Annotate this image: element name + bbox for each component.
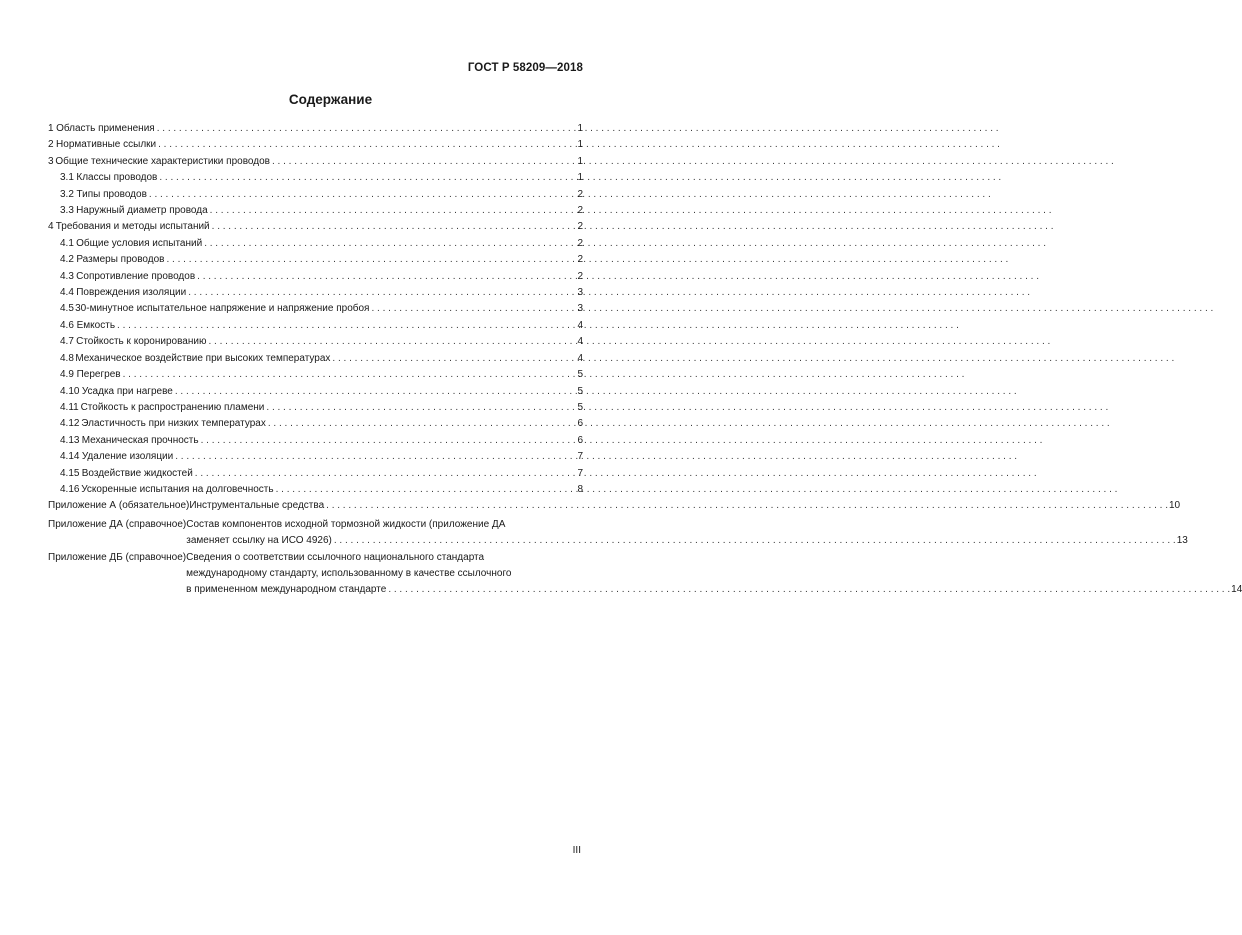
toc-entry-label: Механическое воздействие при высоких температурах xyxy=(75,352,331,364)
toc-entry-label: Нормативные ссылки xyxy=(56,139,157,151)
dot-leader xyxy=(268,416,577,432)
toc-entry[interactable] xyxy=(48,400,583,416)
toc-entry-label: Наружный диаметр провода xyxy=(76,205,208,217)
dot-leader xyxy=(208,334,576,350)
toc-entry-number: 3.1 xyxy=(60,172,74,184)
toc-entry[interactable] xyxy=(48,219,583,235)
appendix-db-title-line-3: в примененном международном стандарте xyxy=(186,584,387,596)
toc-entry-label: Механическая прочность xyxy=(81,434,199,446)
appendix-db-page: 14 xyxy=(1231,584,1242,596)
toc-entry-number: 4.14 xyxy=(60,451,80,463)
dot-leader xyxy=(201,433,577,449)
toc-entry-number: 4.12 xyxy=(60,418,80,430)
toc-entry-label: Емкость xyxy=(76,319,116,331)
toc-entry-label: Воздействие жидкостей xyxy=(81,467,193,479)
toc-entry-page: 8 xyxy=(577,483,583,495)
toc-entry-page: 3 xyxy=(577,287,583,299)
toc-entry-number: 4.11 xyxy=(60,401,79,413)
toc-entry-label: Требования и методы испытаний xyxy=(55,221,210,233)
toc-entry-number: 1 xyxy=(48,123,54,134)
dot-leader xyxy=(388,582,1230,598)
toc-entry-label: Повреждения изоляции xyxy=(76,287,187,299)
dot-leader xyxy=(332,351,576,367)
page-title: Содержание xyxy=(288,92,373,107)
toc-entry-number: 4.10 xyxy=(60,385,80,397)
toc-entry[interactable] xyxy=(48,482,583,498)
toc-entry[interactable] xyxy=(48,318,583,334)
dot-leader xyxy=(188,285,576,301)
toc-entry[interactable] xyxy=(48,137,583,153)
toc-entry-page: 5 xyxy=(577,369,583,381)
dot-leader xyxy=(159,170,576,186)
appendix-a-page: 10 xyxy=(1168,500,1181,512)
toc-entry-page: 4 xyxy=(577,319,583,331)
toc-entry[interactable] xyxy=(48,236,583,252)
toc-entry-number: 4.13 xyxy=(60,434,80,446)
toc-entry-label: Общие условия испытаний xyxy=(76,237,203,249)
toc-entry[interactable] xyxy=(48,416,583,432)
dot-leader xyxy=(117,318,576,334)
toc-entry-number: 4.1 xyxy=(60,237,74,249)
toc-entry-number: 2 xyxy=(48,139,54,151)
toc-entry[interactable] xyxy=(48,252,583,268)
toc-entry-number: 4.3 xyxy=(60,270,74,282)
toc-entry-label: Эластичность при низких температурах xyxy=(81,418,266,430)
toc-entry[interactable] xyxy=(48,466,583,482)
toc-entry[interactable] xyxy=(48,154,583,170)
dot-leader xyxy=(204,236,576,252)
toc-entry-page: 2 xyxy=(577,205,583,217)
appendix-da-lead: Приложение ДА (справочное) xyxy=(48,518,187,530)
toc-entry[interactable] xyxy=(48,351,583,367)
toc-entry-page: 2 xyxy=(577,254,583,266)
dot-leader xyxy=(371,301,576,317)
toc-entry-page: 7 xyxy=(577,451,583,463)
toc-entry-page: 7 xyxy=(577,467,583,479)
toc-entry-number: 4.4 xyxy=(60,287,74,299)
toc-entry-label: Усадка при нагреве xyxy=(81,385,173,397)
toc-entry-number: 4.5 xyxy=(60,303,74,315)
document-code: ГОСТ Р 58209—2018 xyxy=(467,62,583,74)
toc-entry-number: 4.6 xyxy=(60,319,74,331)
appendix-da-title-line-2: заменяет ссылку на ИСО 4926) xyxy=(186,535,332,547)
toc-entry-label: Стойкость к коронированию xyxy=(76,336,207,348)
dot-leader xyxy=(157,121,577,137)
appendix-db-entry[interactable] xyxy=(48,550,1242,599)
toc-entry-label: Ускоренные испытания на долговечность xyxy=(81,483,274,495)
toc-entry[interactable] xyxy=(48,384,583,400)
table-of-contents xyxy=(48,121,1242,599)
toc-entry[interactable] xyxy=(48,334,583,350)
dot-leader xyxy=(272,154,576,170)
toc-entry-page: 2 xyxy=(577,237,583,249)
toc-entry[interactable] xyxy=(48,433,583,449)
dot-leader xyxy=(212,219,577,235)
dot-leader xyxy=(197,269,576,285)
dot-leader xyxy=(175,384,577,400)
page-number: III xyxy=(572,845,581,856)
toc-entry[interactable] xyxy=(48,285,583,301)
dot-leader xyxy=(175,449,576,465)
toc-entry-label: Классы проводов xyxy=(76,172,158,184)
toc-entry-page: 2 xyxy=(577,188,583,200)
toc-entry-page: 2 xyxy=(577,270,583,282)
toc-entry-page: 3 xyxy=(577,303,583,315)
toc-entry-label: Перегрев xyxy=(76,369,121,381)
dot-leader xyxy=(166,252,576,268)
toc-entry-label: Стойкость к распространению пламени xyxy=(80,401,265,413)
toc-entry-number: 4.16 xyxy=(60,483,80,495)
toc-entry[interactable] xyxy=(48,121,583,137)
appendix-da-page: 13 xyxy=(1176,535,1188,547)
toc-entry[interactable] xyxy=(48,449,583,465)
appendix-db-title-line-2: международному стандарту, использованному в качестве ссылочного xyxy=(186,567,512,579)
toc-entry-number: 3 xyxy=(48,155,54,167)
toc-entry-page: 4 xyxy=(577,352,583,364)
appendix-a-entry[interactable] xyxy=(48,498,1181,514)
toc-entry-number: 4.2 xyxy=(60,254,74,266)
toc-entry-page: 2 xyxy=(577,221,583,233)
toc-entry-number: 4.15 xyxy=(60,467,80,479)
toc-entry-label: Размеры проводов xyxy=(76,254,165,266)
toc-entry-label: Типы проводов xyxy=(76,188,147,200)
toc-entry-page: 5 xyxy=(577,401,583,413)
dot-leader xyxy=(276,482,577,498)
toc-entry[interactable] xyxy=(48,367,583,383)
dot-leader xyxy=(266,400,576,416)
dot-leader xyxy=(326,498,1168,514)
toc-entry[interactable] xyxy=(48,170,583,186)
toc-entry[interactable] xyxy=(48,203,583,219)
toc-entry-label: 30-минутное испытательное напряжение и напряжение пробоя xyxy=(75,303,370,315)
appendix-db-lead: Приложение ДБ (справочное) xyxy=(48,551,187,563)
toc-entry-page: 1 xyxy=(577,139,583,151)
dot-leader xyxy=(149,187,577,203)
appendix-a-title: Инструментальные средства xyxy=(189,500,325,512)
toc-entry-label: Область применения xyxy=(56,123,155,134)
toc-entries xyxy=(48,121,583,498)
dot-leader xyxy=(123,367,577,383)
toc-entry-number: 4 xyxy=(48,221,54,233)
dot-leader xyxy=(210,203,577,219)
appendix-db-title-line-1: Сведения о соответствии ссылочного национального стандарта xyxy=(186,551,485,563)
toc-entry-number: 4.7 xyxy=(60,336,74,348)
toc-entry-page: 6 xyxy=(577,418,583,430)
toc-entry[interactable] xyxy=(48,269,583,285)
toc-entry[interactable] xyxy=(48,301,583,317)
dot-leader xyxy=(158,137,576,153)
toc-entry-page: 1 xyxy=(577,172,583,184)
dot-leader xyxy=(195,466,577,482)
dot-leader xyxy=(334,533,1176,549)
toc-entry-number: 4.8 xyxy=(60,352,74,364)
toc-entry-number: 3.3 xyxy=(60,205,74,217)
appendix-a-lead: Приложение А (обязательное) xyxy=(48,500,190,512)
toc-entry-page: 1 xyxy=(577,123,583,134)
toc-entry-number: 3.2 xyxy=(60,188,74,200)
toc-entry-label: Удаление изоляции xyxy=(81,451,174,463)
toc-entry-page: 6 xyxy=(577,434,583,446)
toc-entry-page: 5 xyxy=(577,385,583,397)
toc-entry[interactable] xyxy=(48,187,583,203)
toc-entry-page: 4 xyxy=(577,336,583,348)
toc-entry-page: 1 xyxy=(577,155,583,167)
toc-entry-label: Общие технические характеристики проводов xyxy=(55,155,270,167)
toc-entry-label: Сопротивление проводов xyxy=(76,270,196,282)
appendix-da-title-line-1: Состав компонентов исходной тормозной жидкости (приложение ДА xyxy=(186,518,506,530)
appendix-da-entry[interactable] xyxy=(48,517,1188,550)
toc-entry-number: 4.9 xyxy=(60,369,74,381)
